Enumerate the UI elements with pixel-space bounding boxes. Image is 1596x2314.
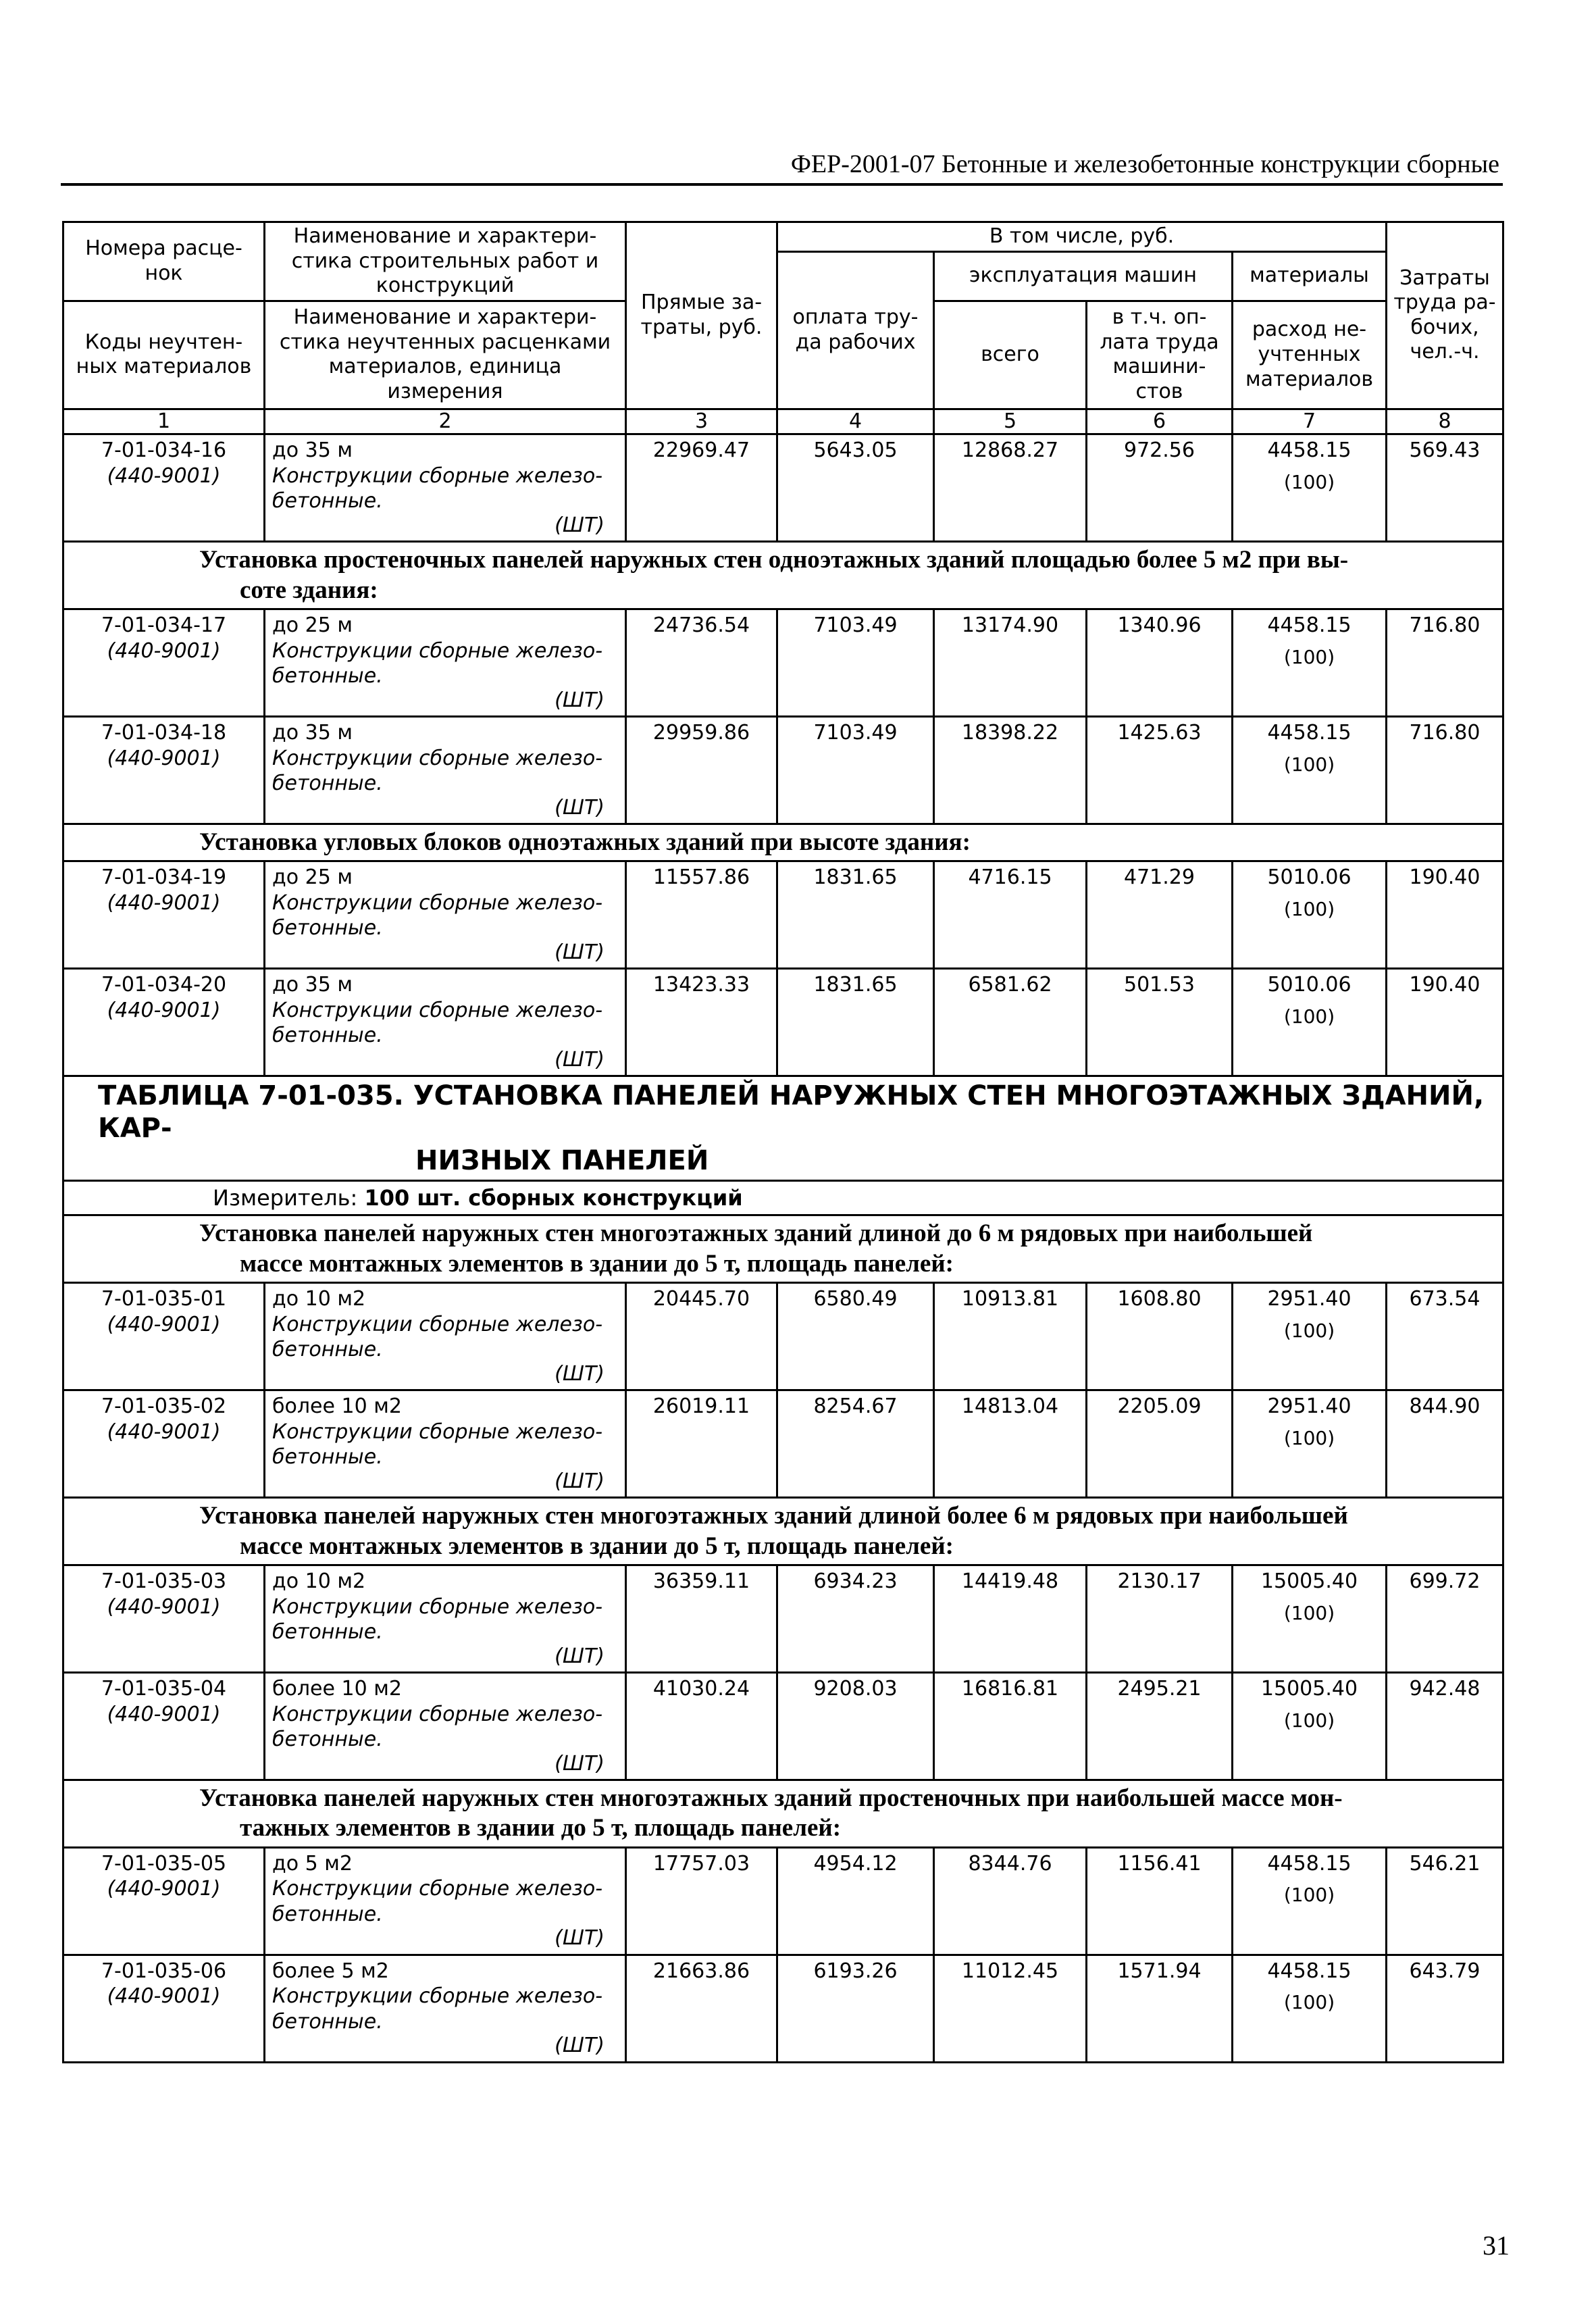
rate-code-cell [63, 609, 265, 717]
rate-row [63, 969, 1503, 1076]
running-header: ФЕР-2001-07 Бетонные и железобетонные конструкции сборные [790, 150, 1499, 178]
work-description: до 35 м [272, 973, 353, 997]
material-code: (440-9001) [107, 1312, 221, 1336]
rate-code: 7-01-034-20 [101, 973, 227, 997]
rate-row [63, 717, 1503, 824]
machines-value: 14813.04 [934, 1390, 1087, 1498]
header-labor-pay: оплата тру-да рабочих [777, 251, 934, 409]
material-name: Конструкции сборные железо- бетонные. [272, 463, 603, 513]
materials-value: 4458.15 [1267, 1851, 1352, 1876]
measure-cell [63, 1181, 1503, 1215]
rate-row [63, 1673, 1503, 1780]
description-cell [265, 1955, 626, 2062]
section-heading-line: Установка панелей наружных стен многоэтажных зданий длиной более 6 м рядовых при наибольшей [199, 1502, 1348, 1530]
section-heading-row [63, 542, 1503, 609]
material-unit: (ШТ) [555, 1751, 604, 1776]
material-unit: (ШТ) [555, 2034, 604, 2058]
rate-row [63, 1565, 1503, 1673]
material-quantity: (100) [1283, 1601, 1335, 1624]
column-number: 6 [1087, 409, 1233, 434]
rates-table [62, 221, 1504, 2063]
rate-row [63, 861, 1503, 969]
material-code: (440-9001) [107, 638, 221, 663]
materials-value: 4458.15 [1267, 438, 1352, 463]
rate-row [63, 434, 1503, 542]
rate-code: 7-01-034-16 [101, 438, 227, 463]
section-heading-line: соте здания: [240, 576, 378, 604]
rate-code: 7-01-035-05 [101, 1851, 227, 1876]
materials-cell [1233, 1283, 1387, 1390]
rate-code-cell [63, 1847, 265, 1955]
materials-cell [1233, 717, 1387, 824]
table-title-line: НИЗНЫХ ПАНЕЛЕЙ [415, 1145, 709, 1177]
work-description: до 25 м [272, 865, 353, 890]
machines-value: 14419.48 [934, 1565, 1087, 1673]
material-name: Конструкции сборные железо- бетонные. [272, 1984, 603, 2034]
description-cell [265, 1283, 626, 1390]
header-labor-costs: Затраты труда ра-бочих, чел.-ч. [1387, 222, 1503, 409]
section-heading [63, 1215, 1503, 1283]
material-unit: (ШТ) [555, 1361, 604, 1386]
materials-cell [1233, 1955, 1387, 2062]
rate-code: 7-01-035-02 [101, 1394, 227, 1419]
header-machines-total: всего [934, 301, 1087, 409]
labor-pay-value: 1831.65 [777, 969, 934, 1076]
machinist-pay-value: 1608.80 [1087, 1283, 1233, 1390]
labor-costs-value: 190.40 [1387, 969, 1503, 1076]
machinist-pay-value: 471.29 [1087, 861, 1233, 969]
materials-value: 15005.40 [1260, 1677, 1358, 1701]
labor-pay-value: 6934.23 [777, 1565, 934, 1673]
labor-pay-value: 5643.05 [777, 434, 934, 542]
material-quantity: (100) [1283, 1991, 1335, 2014]
description-cell [265, 434, 626, 542]
machines-value: 10913.81 [934, 1283, 1087, 1390]
header-machinist-pay: в т.ч. оп-лата труда машини-стов [1087, 301, 1233, 409]
work-description: до 25 м [272, 613, 353, 638]
labor-costs-value: 942.48 [1387, 1673, 1503, 1780]
material-code: (440-9001) [107, 1877, 221, 1901]
rate-code-cell [63, 1565, 265, 1673]
rate-code: 7-01-035-06 [101, 1959, 227, 1983]
header-work-name: Наименование и характери-стика строительных работ и конструкций [265, 222, 626, 301]
table-title-line: ТАБЛИЦА 7-01-035. УСТАНОВКА ПАНЕЛЕЙ НАРУЖНЫХ СТЕН МНОГОЭТАЖНЫХ ЗДАНИЙ, КАР- [98, 1080, 1485, 1145]
material-unit: (ШТ) [555, 1047, 604, 1072]
machinist-pay-value: 2495.21 [1087, 1673, 1233, 1780]
materials-cell [1233, 969, 1387, 1076]
labor-pay-value: 1831.65 [777, 861, 934, 969]
description-cell [265, 861, 626, 969]
materials-value: 5010.06 [1267, 865, 1352, 890]
rate-code: 7-01-034-18 [101, 721, 227, 745]
section-heading [63, 824, 1503, 861]
description-cell [265, 1390, 626, 1498]
machines-value: 4716.15 [934, 861, 1087, 969]
table-title-row [63, 1076, 1503, 1181]
rate-code-cell [63, 717, 265, 824]
table-body [63, 434, 1503, 2063]
machines-value: 18398.22 [934, 717, 1087, 824]
labor-pay-value: 6580.49 [777, 1283, 934, 1390]
direct-costs-value: 22969.47 [626, 434, 777, 542]
work-description: до 10 м2 [272, 1569, 366, 1594]
rate-row [63, 609, 1503, 717]
labor-costs-value: 546.21 [1387, 1847, 1503, 1955]
machines-value: 8344.76 [934, 1847, 1087, 1955]
material-code: (440-9001) [107, 890, 221, 915]
materials-cell [1233, 609, 1387, 717]
machinist-pay-value: 501.53 [1087, 969, 1233, 1076]
labor-pay-value: 8254.67 [777, 1390, 934, 1498]
material-unit: (ШТ) [555, 688, 604, 712]
material-quantity: (100) [1283, 1319, 1335, 1342]
material-quantity: (100) [1283, 1426, 1335, 1449]
labor-pay-value: 7103.49 [777, 717, 934, 824]
rate-code: 7-01-035-04 [101, 1677, 227, 1701]
materials-cell [1233, 1673, 1387, 1780]
labor-costs-value: 673.54 [1387, 1283, 1503, 1390]
material-quantity: (100) [1283, 1884, 1335, 1907]
section-heading-line: Установка панелей наружных стен многоэтажных зданий простеночных при наибольшей массе мон- [199, 1784, 1343, 1813]
measure-row [63, 1181, 1503, 1215]
material-code: (440-9001) [107, 1419, 221, 1444]
machines-value: 12868.27 [934, 434, 1087, 542]
page-number: 31 [1483, 2230, 1510, 2261]
material-name: Конструкции сборные железо- бетонные. [272, 998, 603, 1048]
material-code: (440-9001) [107, 1594, 221, 1619]
section-heading-line: Установка простеночных панелей наружных стен одноэтажных зданий площадью более 5 м2 при вы- [199, 546, 1349, 574]
materials-value: 5010.06 [1267, 973, 1352, 997]
materials-value: 15005.40 [1260, 1569, 1358, 1594]
direct-costs-value: 29959.86 [626, 717, 777, 824]
materials-cell [1233, 434, 1387, 542]
machines-value: 13174.90 [934, 609, 1087, 717]
section-heading-line: массе монтажных элементов в здании до 5 т, площадь панелей: [240, 1532, 954, 1560]
materials-value: 2951.40 [1267, 1287, 1352, 1311]
section-heading-row [63, 1498, 1503, 1565]
material-code: (440-9001) [107, 1984, 221, 2009]
machinist-pay-value: 1156.41 [1087, 1847, 1233, 1955]
rate-code-cell [63, 434, 265, 542]
rate-code-cell [63, 1283, 265, 1390]
labor-costs-value: 569.43 [1387, 434, 1503, 542]
section-heading-line: тажных элементов в здании до 5 т, площадь панелей: [240, 1814, 842, 1842]
direct-costs-value: 13423.33 [626, 969, 777, 1076]
material-name: Конструкции сборные железо- бетонные. [272, 890, 603, 940]
labor-costs-value: 716.80 [1387, 609, 1503, 717]
material-unit: (ШТ) [555, 513, 604, 537]
material-name: Конструкции сборные железо- бетонные. [272, 638, 603, 688]
description-cell [265, 609, 626, 717]
column-number: 7 [1233, 409, 1387, 434]
rate-code: 7-01-034-19 [101, 865, 227, 890]
rate-code-cell [63, 1390, 265, 1498]
material-quantity: (100) [1283, 897, 1335, 920]
direct-costs-value: 17757.03 [626, 1847, 777, 1955]
direct-costs-value: 11557.86 [626, 861, 777, 969]
section-heading [63, 1498, 1503, 1565]
header-materials: материалы [1233, 251, 1387, 301]
column-number: 4 [777, 409, 934, 434]
description-cell [265, 1565, 626, 1673]
description-cell [265, 969, 626, 1076]
material-quantity: (100) [1283, 1005, 1335, 1028]
direct-costs-value: 20445.70 [626, 1283, 777, 1390]
machinist-pay-value: 2130.17 [1087, 1565, 1233, 1673]
material-name: Конструкции сборные железо- бетонные. [272, 1419, 603, 1469]
material-code: (440-9001) [107, 463, 221, 488]
section-heading-line: Установка панелей наружных стен многоэтажных зданий длиной до 6 м рядовых при наибольшей [199, 1219, 1313, 1248]
header-including: В том числе, руб. [777, 222, 1387, 252]
materials-value: 4458.15 [1267, 1959, 1352, 1983]
labor-costs-value: 699.72 [1387, 1565, 1503, 1673]
machinist-pay-value: 1340.96 [1087, 609, 1233, 717]
section-heading-row [63, 1215, 1503, 1283]
measure-label: Измеритель: [213, 1185, 358, 1211]
rate-row [63, 1955, 1503, 2062]
material-unit: (ШТ) [555, 1469, 604, 1493]
work-description: до 5 м2 [272, 1851, 353, 1876]
machinist-pay-value: 1571.94 [1087, 1955, 1233, 2062]
direct-costs-value: 21663.86 [626, 1955, 777, 2062]
rate-code: 7-01-035-03 [101, 1569, 227, 1594]
description-cell [265, 717, 626, 824]
labor-costs-value: 844.90 [1387, 1390, 1503, 1498]
materials-cell [1233, 1847, 1387, 1955]
machines-value: 16816.81 [934, 1673, 1087, 1780]
section-heading-line: массе монтажных элементов в здании до 5 т, площадь панелей: [240, 1249, 954, 1278]
header-rule [61, 183, 1503, 186]
material-name: Конструкции сборные железо- бетонные. [272, 746, 603, 796]
rate-row [63, 1283, 1503, 1390]
rate-code-cell [63, 1673, 265, 1780]
rate-code-cell [63, 861, 265, 969]
labor-pay-value: 4954.12 [777, 1847, 934, 1955]
column-number: 1 [63, 409, 265, 434]
direct-costs-value: 41030.24 [626, 1673, 777, 1780]
rate-row [63, 1390, 1503, 1498]
header-rate-numbers: Номера расце-нок [63, 222, 265, 301]
material-quantity: (100) [1283, 645, 1335, 668]
work-description: до 35 м [272, 721, 353, 745]
machines-value: 6581.62 [934, 969, 1087, 1076]
materials-cell [1233, 1390, 1387, 1498]
section-heading-line: Установка угловых блоков одноэтажных зданий при высоте здания: [199, 828, 971, 857]
materials-cell [1233, 861, 1387, 969]
material-quantity: (100) [1283, 1709, 1335, 1732]
table-header [63, 222, 1503, 434]
header-unaccounted-consumption: расход не-учтенных материалов [1233, 301, 1387, 409]
machines-value: 11012.45 [934, 1955, 1087, 2062]
material-code: (440-9001) [107, 1702, 221, 1726]
material-unit: (ШТ) [555, 1926, 604, 1951]
column-number-row [63, 409, 1503, 434]
materials-value: 4458.15 [1267, 721, 1352, 745]
rate-code-cell [63, 1955, 265, 2062]
materials-value: 4458.15 [1267, 613, 1352, 638]
material-quantity: (100) [1283, 470, 1335, 493]
section-heading [63, 1780, 1503, 1848]
material-name: Конструкции сборные железо- бетонные. [272, 1877, 603, 1926]
description-cell [265, 1673, 626, 1780]
materials-cell [1233, 1565, 1387, 1673]
labor-pay-value: 7103.49 [777, 609, 934, 717]
labor-pay-value: 6193.26 [777, 1955, 934, 2062]
section-heading [63, 542, 1503, 609]
material-code: (440-9001) [107, 998, 221, 1022]
materials-value: 2951.40 [1267, 1394, 1352, 1419]
work-description: более 10 м2 [272, 1677, 402, 1701]
material-code: (440-9001) [107, 746, 221, 770]
direct-costs-value: 26019.11 [626, 1390, 777, 1498]
table-title [63, 1076, 1503, 1181]
machinist-pay-value: 1425.63 [1087, 717, 1233, 824]
header-machine-operation: эксплуатация машин [934, 251, 1233, 301]
work-description: до 10 м2 [272, 1287, 366, 1311]
column-number: 3 [626, 409, 777, 434]
material-name: Конструкции сборные железо- бетонные. [272, 1594, 603, 1644]
machinist-pay-value: 2205.09 [1087, 1390, 1233, 1498]
column-number: 5 [934, 409, 1087, 434]
direct-costs-value: 36359.11 [626, 1565, 777, 1673]
work-description: более 10 м2 [272, 1394, 402, 1419]
rate-code: 7-01-035-01 [101, 1287, 227, 1311]
header-material-name: Наименование и характери-стика неучтенных расценками материалов, единица измерения [265, 301, 626, 409]
section-heading-row [63, 1780, 1503, 1848]
direct-costs-value: 24736.54 [626, 609, 777, 717]
rate-code-cell [63, 969, 265, 1076]
labor-costs-value: 190.40 [1387, 861, 1503, 969]
description-cell [265, 1847, 626, 1955]
header-unaccounted-codes: Коды неучтен-ных материалов [63, 301, 265, 409]
material-quantity: (100) [1283, 753, 1335, 776]
work-description: до 35 м [272, 438, 353, 463]
material-unit: (ШТ) [555, 795, 604, 820]
machinist-pay-value: 972.56 [1087, 434, 1233, 542]
column-number: 8 [1387, 409, 1503, 434]
material-name: Конструкции сборные железо- бетонные. [272, 1312, 603, 1362]
material-unit: (ШТ) [555, 940, 604, 964]
measure-value: 100 шт. сборных конструкций [364, 1185, 743, 1211]
material-name: Конструкции сборные железо- бетонные. [272, 1702, 603, 1752]
section-heading-row [63, 824, 1503, 861]
labor-pay-value: 9208.03 [777, 1673, 934, 1780]
column-number: 2 [265, 409, 626, 434]
labor-costs-value: 643.79 [1387, 1955, 1503, 2062]
rate-row [63, 1847, 1503, 1955]
labor-costs-value: 716.80 [1387, 717, 1503, 824]
header-direct-costs: Прямые за-траты, руб. [626, 222, 777, 409]
work-description: более 5 м2 [272, 1959, 389, 1983]
rate-code: 7-01-034-17 [101, 613, 227, 638]
material-unit: (ШТ) [555, 1644, 604, 1668]
